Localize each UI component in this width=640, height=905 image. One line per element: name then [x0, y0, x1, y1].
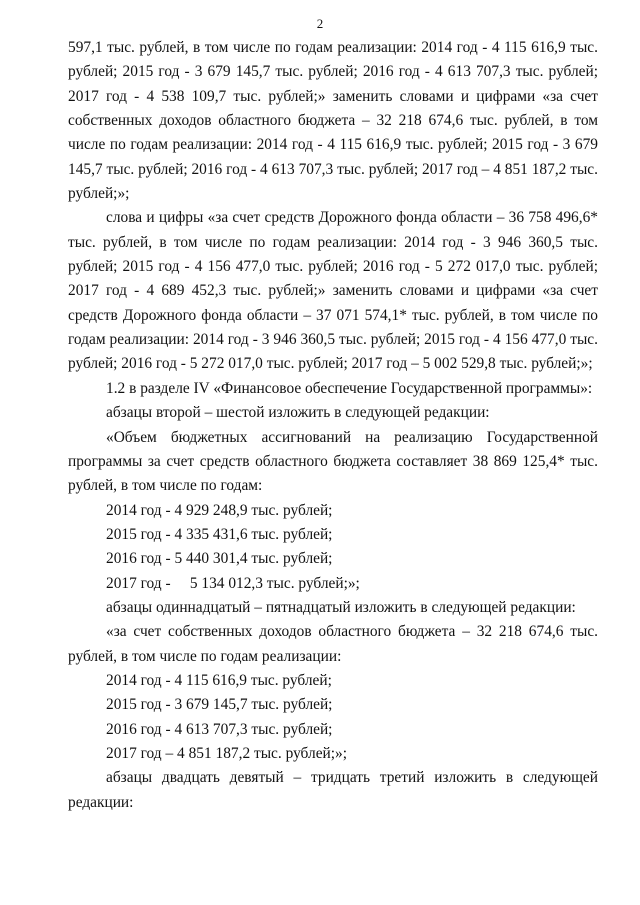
paragraph-instruction: абзацы второй – шестой изложить в следующей редакции: [106, 404, 490, 422]
list-item: 2016 год - 5 440 301,4 тыс. рублей; [106, 550, 333, 568]
list-item: 2017 год - 5 134 012,3 тыс. рублей;»; [106, 574, 360, 592]
list-item: 2015 год - 4 335 431,6 тыс. рублей; [106, 525, 333, 543]
paragraph-instruction: абзацы двадцать девятый – тридцать третий изложить в следующей редакции: [68, 769, 598, 811]
list-item: 2017 год – 4 851 187,2 тыс. рублей;»; [106, 744, 348, 762]
list-item: 2014 год - 4 929 248,9 тыс. рублей; [106, 501, 333, 519]
paragraph-budget-volume: «Объем бюджетных ассигнований на реализацию Государственной программы за счет средств областного бюджета составляет 38 869 125,4* тыс. рублей, в том числе по годам: [68, 428, 598, 495]
paragraph-own-revenue: «за счет собственных доходов областного бюджета – 32 218 674,6 тыс. рублей, в том числе по годам реализации: [68, 623, 598, 665]
list-item: 2016 год - 4 613 707,3 тыс. рублей; [106, 720, 333, 738]
document-body [68, 36, 598, 815]
paragraph-section-heading: 1.2 в разделе IV «Финансовое обеспечение Государственной программы»: [106, 379, 593, 397]
paragraph-road-fund: слова и цифры «за счет средств Дорожного фонда области – 36 758 496,6* тыс. рублей, в том числе по годам реализации: 2014 год - 3 946 360,5 тыс. рублей; 2015 год - 4 156 477,0 тыс. рублей; 2016 год - 5 272 017,0 тыс. рублей; 2017 год - 4 689 452,3 тыс. рублей;» заменить словами и цифрами «за счет средств Дорожного фонда области – 37 071 574,1* тыс. рублей, в том числе по годам реализации: 2014 год - 3 946 360,5 тыс. рублей; 2015 год - 4 156 477,0 тыс. рублей; 2016 год - 5 272 017,0 тыс. рублей; 2017 год – 5 002 529,8 тыс. рублей;»; [68, 209, 598, 373]
paragraph-continuation: 597,1 тыс. рублей, в том числе по годам реализации: 2014 год - 4 115 616,9 тыс. рублей; 2015 год - 3 679 145,7 тыс. рублей; 2016 год - 4 613 707,3 тыс. рублей; 2017 год - 4 538 109,7 тыс. рублей;» заменить словами и цифрами «за счет собственных доходов областного бюджета – 32 218 674,6 тыс. рублей, в том числе по годам реализации: 2014 год - 4 115 616,9 тыс. рублей; 2015 год - 3 679 145,7 тыс. рублей; 2016 год - 4 613 707,3 тыс. рублей; 2017 год – 4 851 187,2 тыс. рублей;»; [68, 39, 598, 203]
page-number: 2 [316, 16, 324, 31]
paragraph-instruction: абзацы одиннадцатый – пятнадцатый изложить в следующей редакции: [106, 598, 576, 616]
list-item: 2014 год - 4 115 616,9 тыс. рублей; [106, 671, 332, 689]
list-item: 2015 год - 3 679 145,7 тыс. рублей; [106, 696, 333, 714]
